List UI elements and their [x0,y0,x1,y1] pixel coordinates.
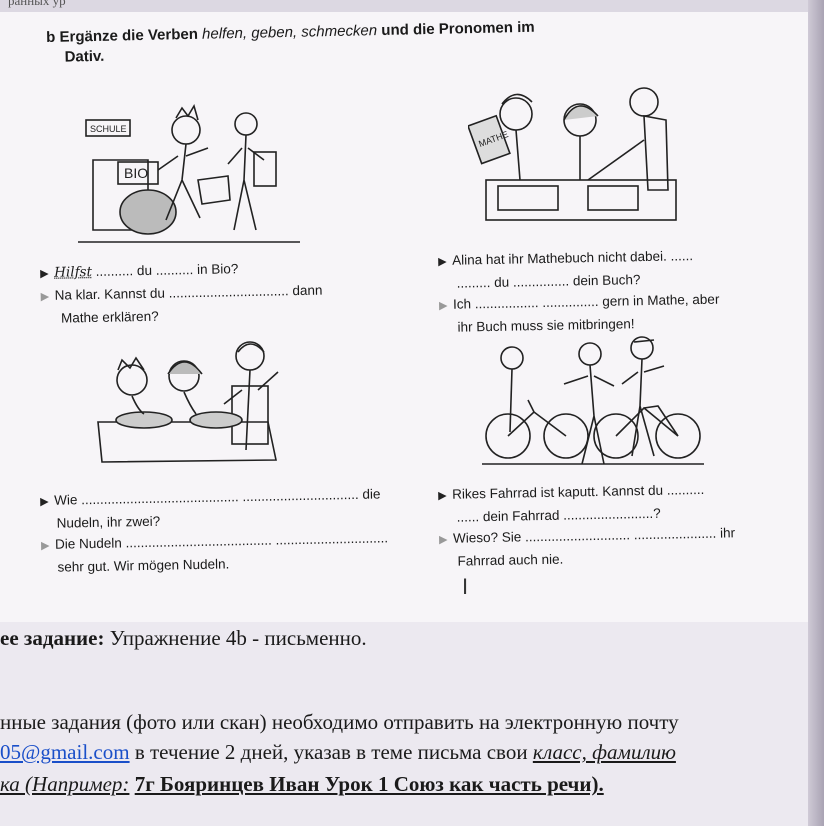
top-fragment: ранных ур [8,0,66,8]
instructions-line3 [0,772,604,797]
email-link[interactable]: 05@gmail.com [0,740,130,764]
arrow-icon: ▶ [40,495,49,508]
task-tail: und die Pronomen im [381,18,535,39]
assignment-label: ее задание: [0,626,105,650]
instructions-line3-italic: ка (Например: [0,772,130,796]
ex2-line4: ihr Buch muss sie mitbringen! [457,316,635,335]
ex1-line2: Na klar. Kannst du ................................ dann [54,282,323,303]
task-lead: Ergänze die Verben [59,25,199,46]
task-verbs: helfen, geben, schmecken [201,22,378,43]
sign-bio: BIO [124,165,149,181]
exercise-2 [438,245,720,338]
assignment-text: Упражнение 4b - письменно. [109,626,367,650]
illustration-nudeln [92,330,292,480]
instructions-line2 [0,740,676,765]
text-cursor-icon: I [462,574,469,599]
arrow-icon: ▶ [40,267,49,280]
arrow-icon: ▶ [438,533,448,546]
ex3-line3: Die Nudeln ....................................... .............................. [54,530,389,552]
ex1-answer: Hilfst [54,264,93,281]
book-label: MATHE [477,129,510,150]
top-strip [0,0,824,12]
arrow-icon: ▶ [438,299,448,312]
ex4-line2: ...... dein Fahrrad ........................? [456,505,661,525]
exercise-3 [40,483,389,578]
exercise-1 [40,257,323,329]
instructions-line2-text: в течение 2 дней, указав в теме письма свои [134,740,528,764]
ex4-line4: Fahrrad auch nie. [457,551,564,569]
arrow-icon: ▶ [438,255,447,268]
ex1-line1: .......... du .......... in Bio? [95,261,239,279]
ex2-line3: Ich ................. ............... gern in Mathe, aber [452,291,720,312]
task-letter: b [46,28,56,46]
assignment-line [0,626,367,651]
ex3-line4: sehr gut. Wir mögen Nudeln. [57,556,230,575]
sign-school: SCHULE [90,124,127,134]
arrow-icon: ▶ [40,290,50,303]
exercise-4 [438,478,736,572]
ex4-line1: Rikes Fahrrad ist kaputt. Kannst du .......... [452,481,705,502]
arrow-icon: ▶ [438,489,447,502]
instructions-line2-italic: класс, фамилию [532,740,676,764]
instructions-example: 7г Бояринцев Иван Урок 1 Союз как часть речи). [134,772,604,796]
ex3-line1: Wie .......................................... ............................... die [54,486,381,508]
monitor-edge [808,0,824,826]
illustration-school [78,100,300,250]
illustration-fahrrad [482,336,704,476]
ex4-line3: Wieso? Sie ............................ ...................... ihr [452,525,736,546]
arrow-icon: ▶ [40,539,50,552]
task-tail2: Dativ. [64,47,105,66]
ex1-line3: Mathe erklären? [60,308,159,326]
ex2-line2: ......... du ............... dein Buch? [456,272,641,291]
instructions-line1: нные задания (фото или скан) необходимо отправить на электронную почту [0,710,679,734]
illustration-mathebuch [468,80,698,230]
ex3-line2: Nudeln, ihr zwei? [56,513,161,531]
ex2-line1: Alina hat ihr Mathebuch nicht dabei. ...... [452,248,694,268]
